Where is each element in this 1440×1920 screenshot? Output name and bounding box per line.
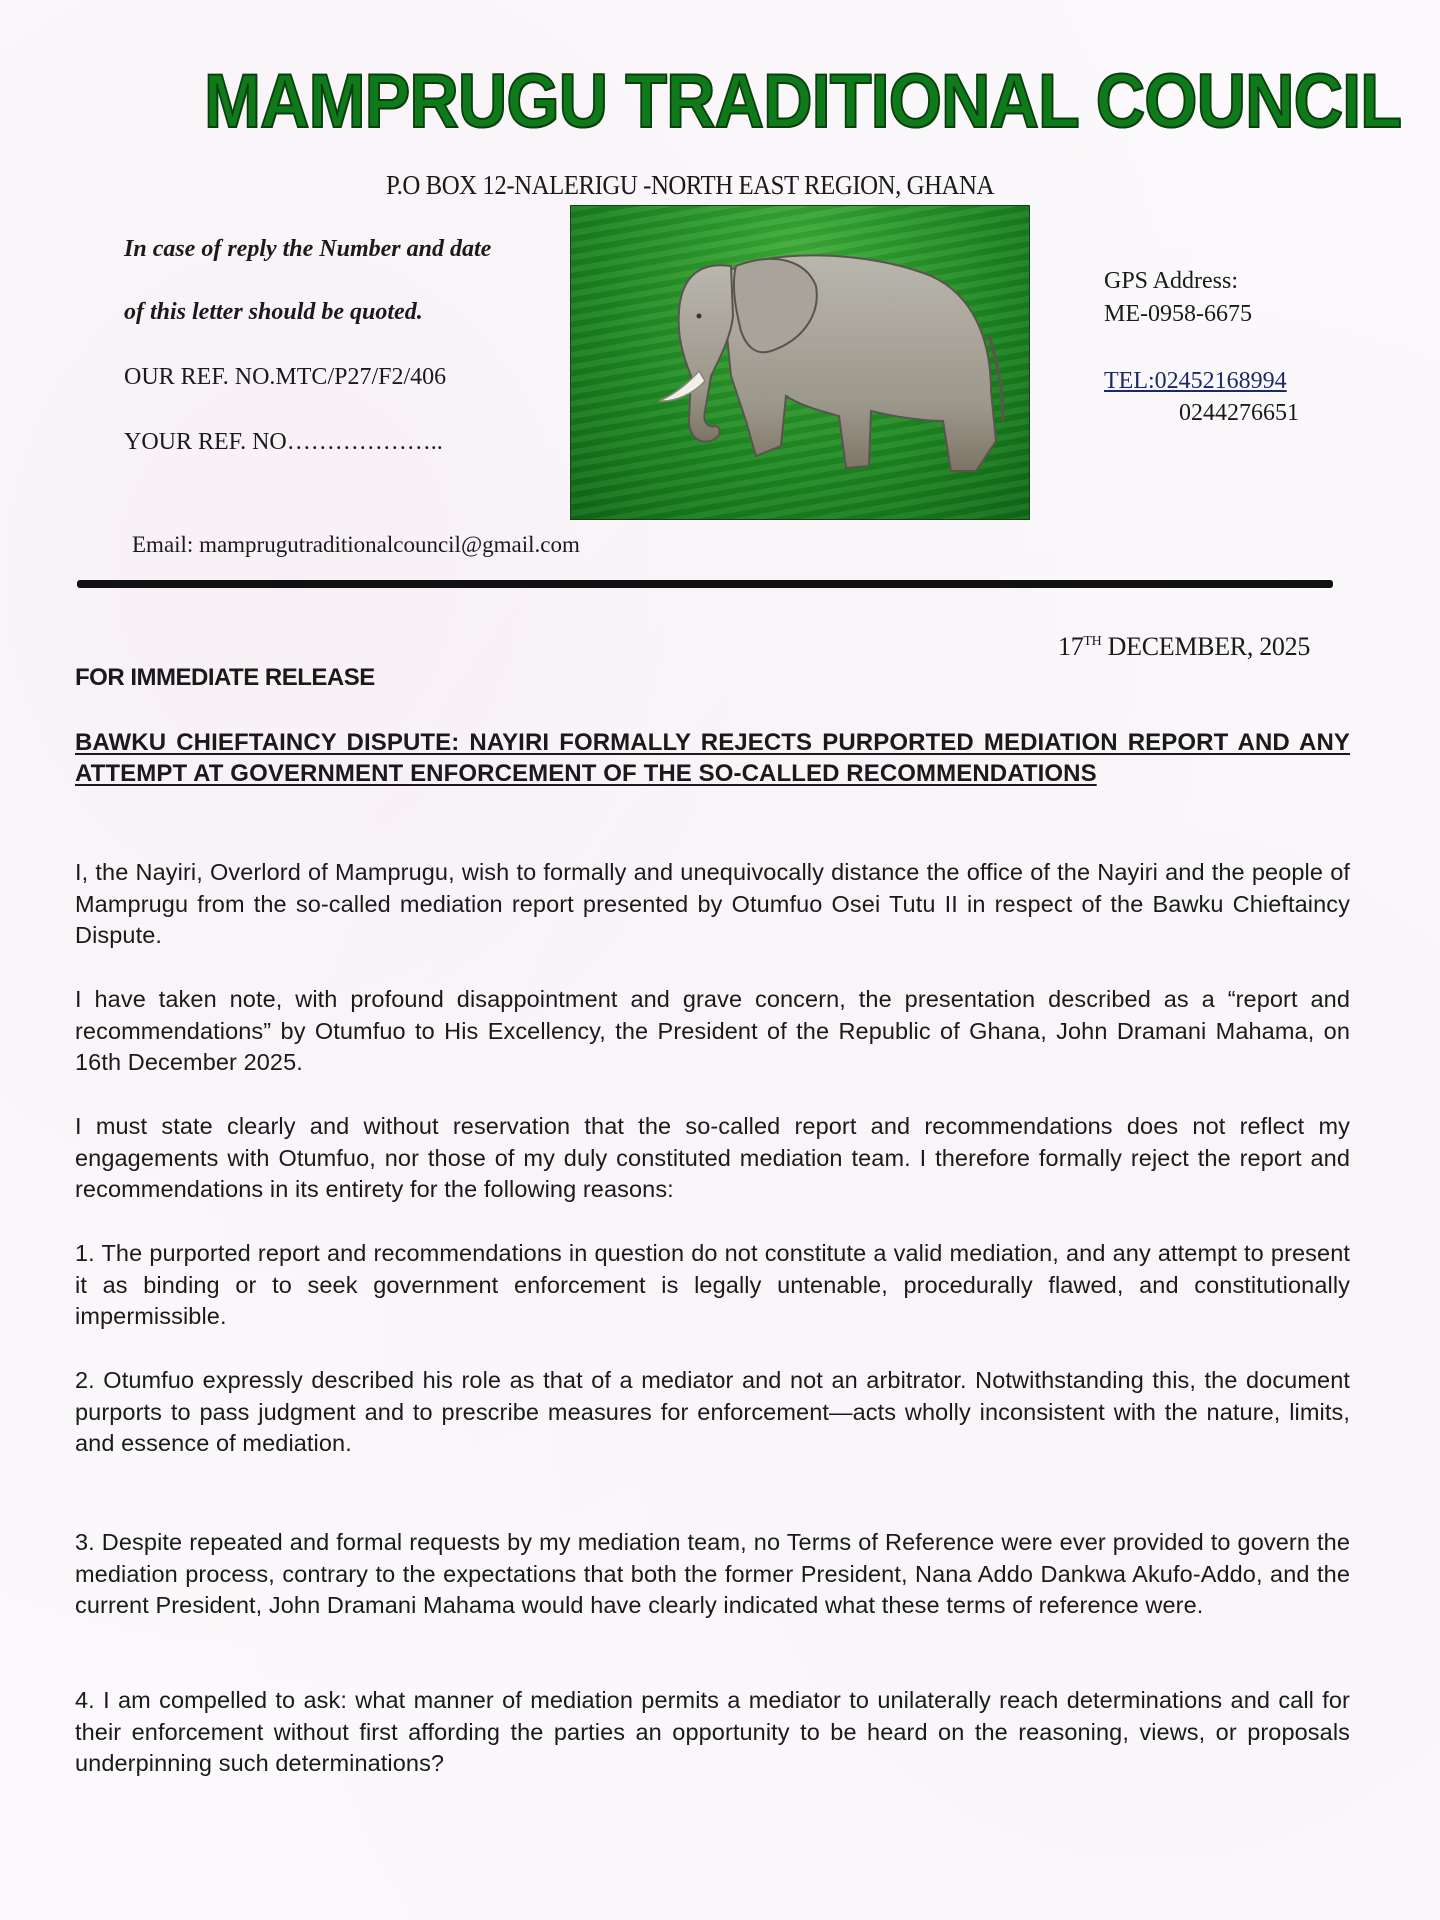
postal-address: P.O BOX 12-NALERIGU -NORTH EAST REGION, GHANA: [386, 170, 994, 200]
elephant-icon: [571, 206, 1029, 519]
reply-note-line2: of this letter should be quoted.: [124, 299, 423, 325]
press-release-headline: BAWKU CHIEFTAINCY DISPUTE: NAYIRI FORMALLY REJECTS PURPORTED MEDIATION REPORT AND ANY ATTEMPT AT GOVERNMENT ENFORCEMENT OF THE SO-CALLED RECOMMENDATIONS: [75, 729, 1350, 787]
reason-2: 2. Otumfuo expressly described his role as that of a mediator and not an arbitrator. Notwithstanding this, the document purports to pass judgment and to prescribe measures for enforcement—acts wholly inconsistent with the nature, limits, and essence of mediation.: [75, 1367, 1350, 1456]
release-label: FOR IMMEDIATE RELEASE: [75, 664, 375, 691]
council-title: MAMPRUGU TRADITIONAL COUNCIL: [204, 59, 1402, 144]
reason-3: 3. Despite repeated and formal requests by my mediation team, no Terms of Reference were ever provided to govern the mediation process, contrary to the expectations that both the former President, Nana Addo Dankwa Akufo-Addo, and the current President, John Dramani Mahama would have clearly indicated what these terms of reference were.: [75, 1529, 1350, 1618]
reason-4: 4. I am compelled to ask: what manner of mediation permits a mediator to unilaterally reach determinations and call for their enforcement without first affording the parties an opportunity to be heard on the reasoning, views, or proposals underpinning such determinations?: [75, 1687, 1350, 1776]
date-suffix: TH: [1083, 634, 1102, 649]
elephant-emblem: [570, 205, 1030, 520]
reason-1: 1. The purported report and recommendations in question do not constitute a valid mediation, and any attempt to present it as binding or to seek government enforcement is legally untenable, procedurally flawed, and constitutionally impermissible.: [75, 1240, 1350, 1329]
gps-label: GPS Address:: [1104, 268, 1239, 294]
paragraph-rejection: I must state clearly and without reservation that the so-called report and recommendations does not reflect my engagements with Otumfuo, nor those of my duly constituted mediation team. I therefore formally reject the report and recommendations in its entirety for the following reasons:: [75, 1113, 1350, 1202]
paragraph-note: I have taken note, with profound disappointment and grave concern, the presentation described as a “report and recommendations” by Otumfuo to His Excellency, the President of the Republic of Ghana, John Dramani Mahama, on 16th December 2025.: [75, 986, 1350, 1075]
paragraph-intro: I, the Nayiri, Overlord of Mamprugu, wish to formally and unequivocally distance the office of the Nayiri and the people of Mamprugu from the so-called mediation report presented by Otumfuo Osei Tutu II in respect of the Bawku Chieftaincy Dispute.: [75, 859, 1350, 948]
letter-date: [1058, 632, 1310, 662]
header-divider: [77, 580, 1333, 588]
telephone-link[interactable]: TEL:02452168994: [1104, 368, 1287, 394]
telephone-secondary: 0244276651: [1179, 400, 1299, 426]
date-day: 17: [1058, 632, 1084, 661]
email-address: Email: mamprugutraditionalcouncil@gmail.com: [132, 532, 580, 557]
our-reference: OUR REF. NO.MTC/P27/F2/406: [124, 364, 447, 390]
reply-note-line1: In case of reply the Number and date: [124, 236, 492, 262]
gps-address: ME-0958-6675: [1104, 301, 1252, 327]
date-rest: DECEMBER, 2025: [1101, 632, 1311, 661]
your-reference: YOUR REF. NO………………..: [124, 429, 443, 455]
